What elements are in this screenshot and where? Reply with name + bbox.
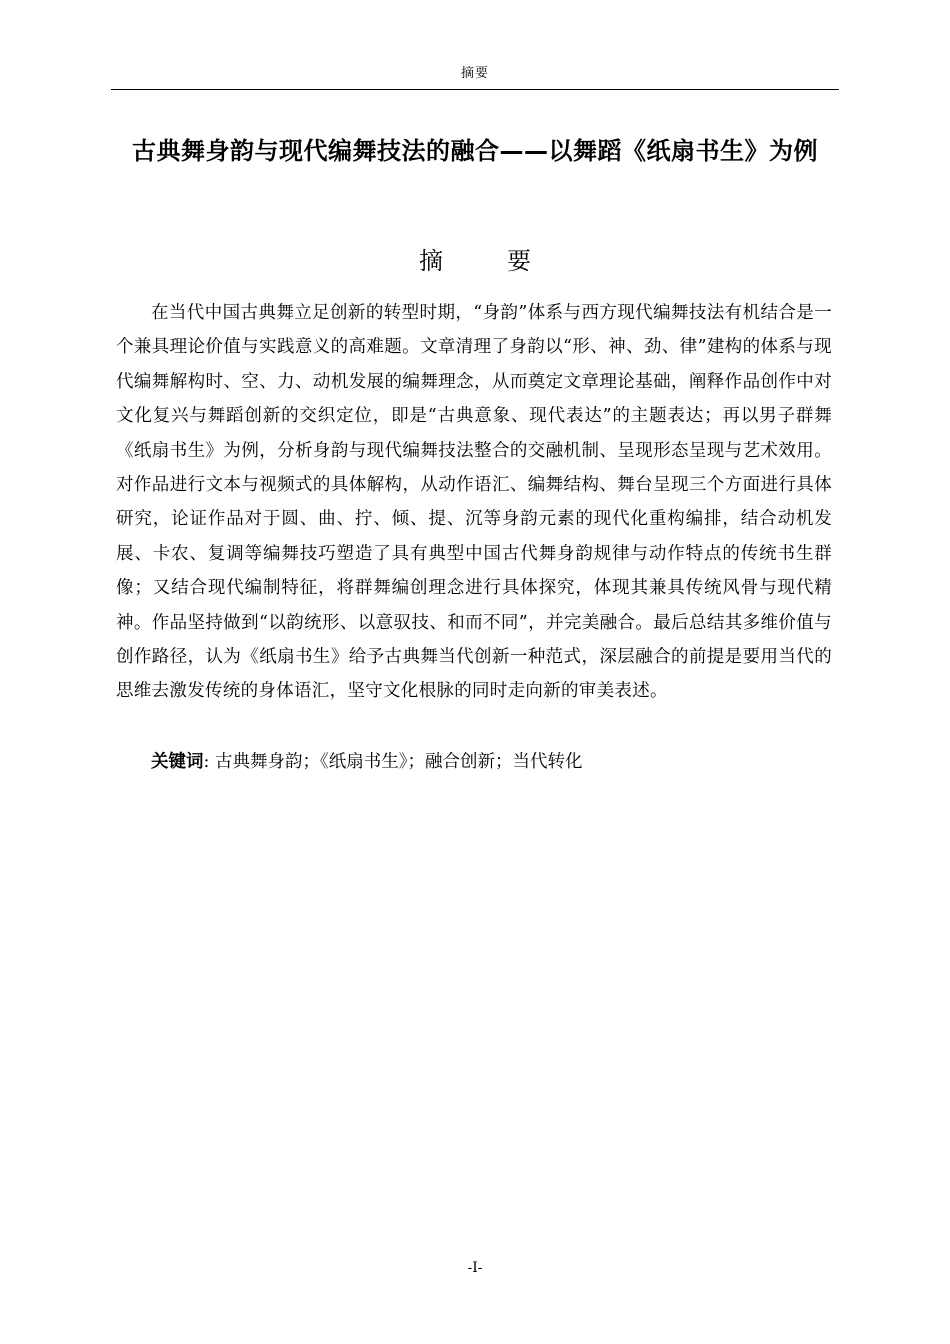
abstract-body: 在当代中国古典舞立足创新的转型时期，“身韵”体系与西方现代编舞技法有机结合是一个兼具理论价值与实践意义的高难题。文章清理了身韵以“形、神、劲、律”建构的体系与现代编舞解构时、空、力、动机发展的编舞理念，从而奠定文章理论基础，阐释作品创作中对文化复兴与舞蹈创新的交织定位，即是“古典意象、现代表达”的主题表达；再以男子群舞《纸扇书生》为例，分析身韵与现代编舞技法整合的交融机制、呈现形态呈现与艺术效用。对作品进行文本与视频式的具体解构，从动作语汇、编舞结构、舞台呈现三个方面进行具体研究，论证作品对于圆、曲、拧、倾、提、沉等身韵元素的现代化重构编排，结合动机发展、卡农、复调等编舞技巧塑造了具有典型中国古代舞身韵规律与动作特点的传统书生群像；又结合现代编制特征，将群舞编创理念进行具体探究，体现其兼具传统风骨与现代精神。作品坚持做到“以韵统形、以意驭技、和而不同”，并完美融合。最后总结其多维价值与创作路径，认为《纸扇书生》给予古典舞当代创新一种范式，深层融合的前提是要用当代的思维去激发传统的身体语汇，坚守文化根脉的同时走向新的审美表述。	[116, 303, 832, 702]
abstract-heading: 摘 要	[419, 247, 551, 275]
keywords-list: 古典舞身韵；《纸扇书生》；融合创新；当代转化	[214, 752, 583, 772]
document-title: 古典舞身韵与现代编舞技法的融合——以舞蹈《纸扇书生》为例	[132, 137, 818, 165]
running-header	[111, 64, 839, 90]
keywords-separator: :	[203, 752, 215, 772]
keywords-label: 关键词	[151, 752, 204, 772]
running-header-title: 摘要	[460, 66, 489, 81]
page-number: -I-	[467, 1260, 483, 1276]
keywords-line	[151, 745, 831, 779]
